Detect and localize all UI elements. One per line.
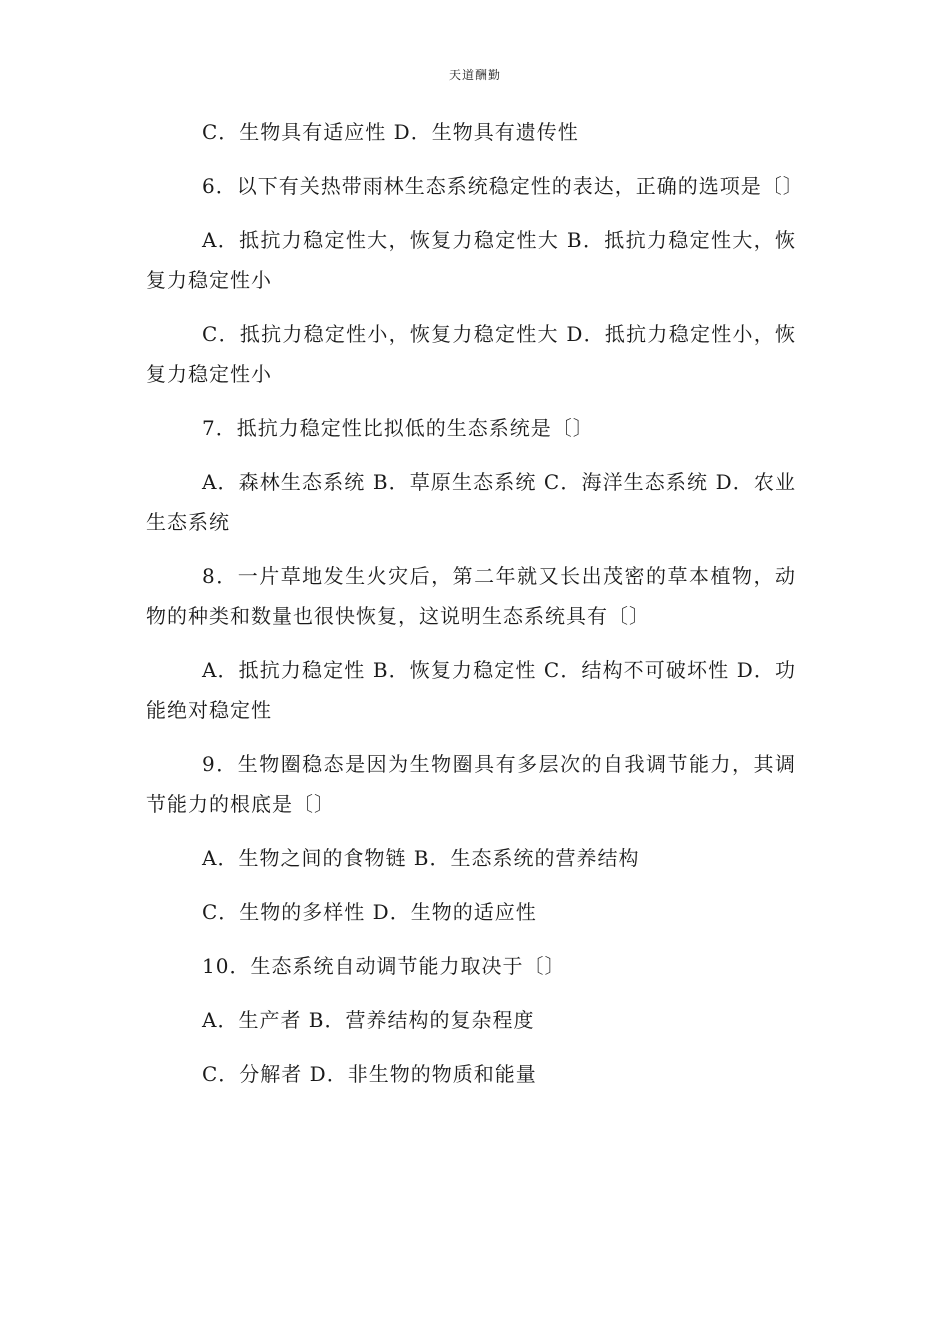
page-header: 天道酬勤 — [448, 68, 501, 82]
option-line-6cd: C．抵抗力稳定性小，恢复力稳定性大 D．抵抗力稳定性小，恢复力稳定性小 — [146, 322, 796, 386]
question-8: 8．一片草地发生火灾后，第二年就又长出茂密的草本植物，动物的种类和数量也很快恢复，这说明生态系统具有〔〕 — [146, 564, 796, 628]
question-6: 6．以下有关热带雨林生态系统稳定性的表达，正确的选项是〔〕 — [202, 174, 804, 198]
question-7: 7．抵抗力稳定性比拟低的生态系统是〔〕 — [202, 416, 594, 440]
option-line-7: A．森林生态系统 B．草原生态系统 C．海洋生态系统 D．农业生态系统 — [146, 470, 796, 534]
option-line-6ab: A．抵抗力稳定性大，恢复力稳定性大 B．抵抗力稳定性大，恢复力稳定性小 — [146, 228, 796, 292]
option-line-8: A．抵抗力稳定性 B．恢复力稳定性 C．结构不可破坏性 D．功能绝对稳定性 — [146, 658, 796, 722]
question-9: 9．生物圈稳态是因为生物圈具有多层次的自我调节能力，其调节能力的根底是〔〕 — [146, 752, 796, 816]
option-line-5cd: C．生物具有适应性 D．生物具有遗传性 — [202, 120, 579, 144]
question-10: 10．生态系统自动调节能力取决于〔〕 — [202, 954, 566, 978]
option-line-9cd: C．生物的多样性 D．生物的适应性 — [202, 900, 537, 924]
option-line-9ab: A．生物之间的食物链 B．生态系统的营养结构 — [202, 846, 640, 870]
option-line-10ab: A．生产者 B．营养结构的复杂程度 — [202, 1008, 535, 1032]
document-body — [146, 112, 804, 1108]
option-line-10cd: C．分解者 D．非生物的物质和能量 — [202, 1062, 537, 1086]
